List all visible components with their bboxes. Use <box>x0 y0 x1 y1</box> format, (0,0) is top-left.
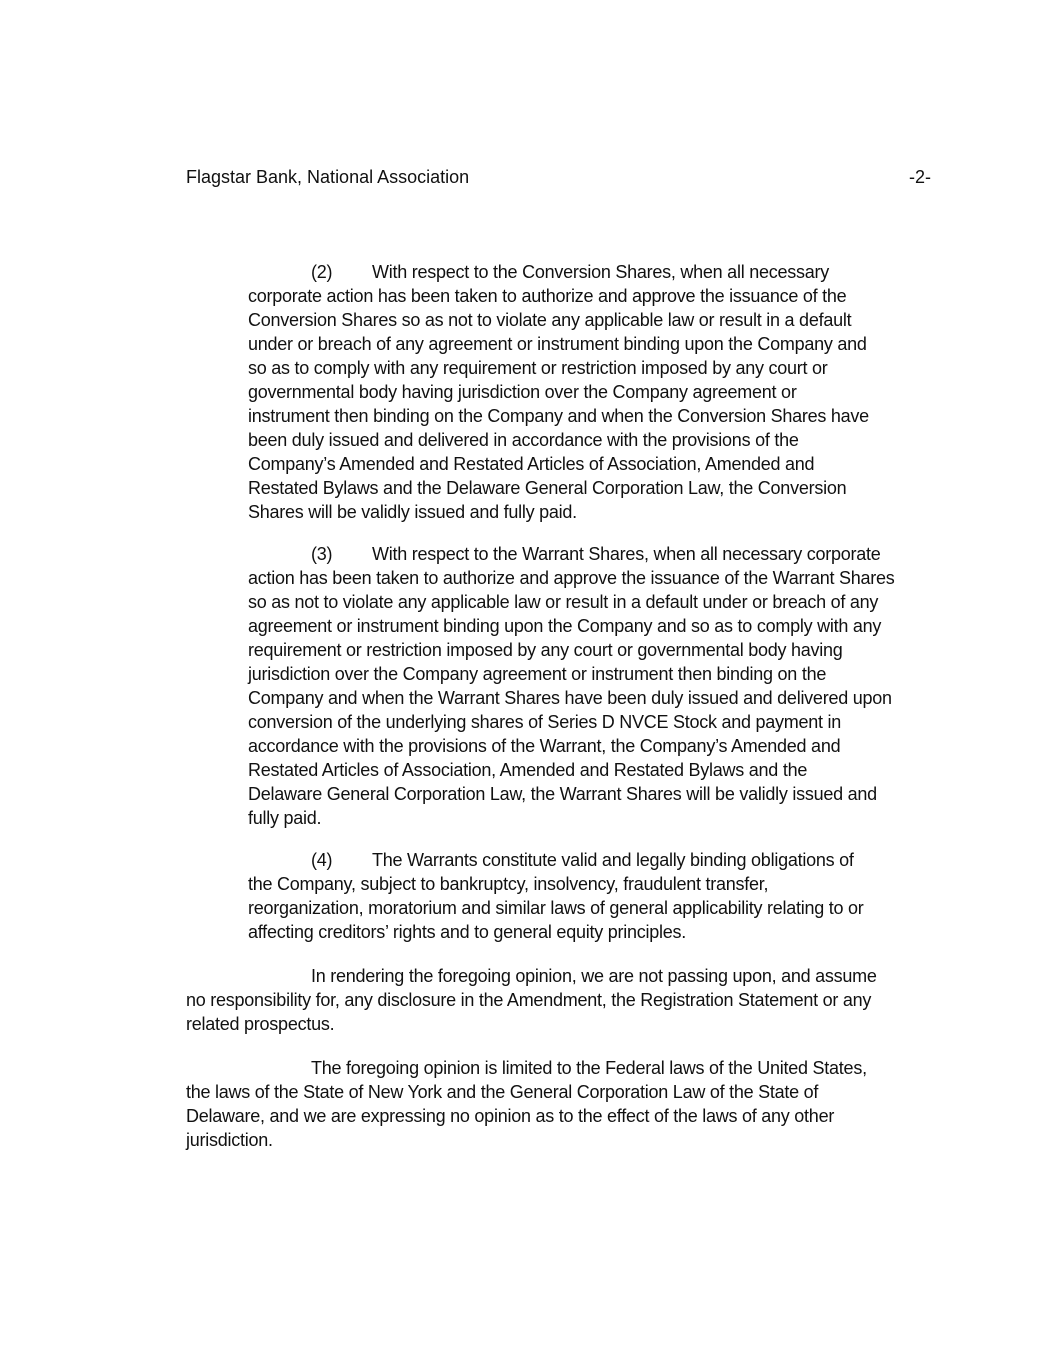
line-text: so as not to violate any applicable law or result in a default under or breach of any <box>248 592 879 612</box>
paragraph-line <box>248 404 869 428</box>
line-text: the Company, subject to bankruptcy, insolvency, fraudulent transfer, <box>248 874 769 894</box>
line-text: related prospectus. <box>186 1014 335 1034</box>
paragraph-line <box>248 542 895 566</box>
paragraph-number: (4) <box>311 850 333 870</box>
paragraph-line <box>248 356 869 380</box>
page-number: -2- <box>909 167 931 187</box>
addressee: Flagstar Bank, National Association <box>186 167 470 187</box>
line-text: Shares will be validly issued and fully paid. <box>248 502 577 522</box>
paragraph-number: (2) <box>311 262 333 282</box>
line-text: jurisdiction. <box>186 1130 273 1150</box>
paragraph-line <box>248 260 869 284</box>
line-text: the laws of the State of New York and the General Corporation Law of the State of <box>186 1082 819 1102</box>
line-text: Restated Articles of Association, Amended and Restated Bylaws and the <box>248 760 808 780</box>
line-text: The foregoing opinion is limited to the Federal laws of the United States, <box>311 1058 867 1078</box>
paragraph-line <box>248 734 895 758</box>
paragraph-line <box>248 452 869 476</box>
line-text: Restated Bylaws and the Delaware General Corporation Law, the Conversion <box>248 478 847 498</box>
line-text: corporate action has been taken to authorize and approve the issuance of the <box>248 286 847 306</box>
paragraph-line <box>186 1012 877 1036</box>
line-text: affecting creditors’ rights and to general equity principles. <box>248 922 687 942</box>
line-text: fully paid. <box>248 808 322 828</box>
paragraph-line <box>186 1056 867 1080</box>
line-text: Company’s Amended and Restated Articles of Association, Amended and <box>248 454 815 474</box>
line-text: so as to comply with any requirement or restriction imposed by any court or <box>248 358 828 378</box>
line-text: conversion of the underlying shares of Series D NVCE Stock and payment in <box>248 712 842 732</box>
line-text: agreement or instrument binding upon the Company and so as to comply with any <box>248 616 882 636</box>
line-text: In rendering the foregoing opinion, we are not passing upon, and assume <box>311 966 877 986</box>
line-text: under or breach of any agreement or instrument binding upon the Company and <box>248 334 867 354</box>
paragraph-line <box>248 896 864 920</box>
line-text: governmental body having jurisdiction over the Company agreement or <box>248 382 797 402</box>
paragraph-line <box>248 380 869 404</box>
paragraph <box>248 542 895 830</box>
paragraph-line <box>186 1104 867 1128</box>
paragraph-line <box>248 332 869 356</box>
paragraph-line <box>248 806 895 830</box>
line-text: requirement or restriction imposed by any court or governmental body having <box>248 640 843 660</box>
paragraph-line <box>186 1080 867 1104</box>
paragraph-line <box>248 284 869 308</box>
paragraph-line <box>186 964 877 988</box>
line-text: reorganization, moratorium and similar laws of general applicability relating to or <box>248 898 864 918</box>
paragraph <box>186 964 877 1036</box>
line-text: With respect to the Conversion Shares, when all necessary <box>372 262 829 282</box>
line-text: Delaware General Corporation Law, the Warrant Shares will be validly issued and <box>248 784 877 804</box>
paragraph-number: (3) <box>311 544 333 564</box>
paragraph-line <box>248 500 869 524</box>
paragraph-line <box>248 710 895 734</box>
line-text: action has been taken to authorize and approve the issuance of the Warrant Shares <box>248 568 895 588</box>
line-text: Delaware, and we are expressing no opinion as to the effect of the laws of any other <box>186 1106 835 1126</box>
paragraph-line <box>248 848 864 872</box>
paragraph-line <box>186 1128 867 1152</box>
paragraph-line <box>248 638 895 662</box>
line-text: been duly issued and delivered in accordance with the provisions of the <box>248 430 799 450</box>
paragraph-line <box>248 920 864 944</box>
paragraph <box>186 1056 867 1152</box>
paragraph-line <box>248 686 895 710</box>
paragraph-line <box>248 872 864 896</box>
paragraph <box>248 848 864 944</box>
paragraph <box>248 260 869 524</box>
line-text: no responsibility for, any disclosure in the Amendment, the Registration Statement or any <box>186 990 872 1010</box>
paragraph-line <box>248 758 895 782</box>
line-text: With respect to the Warrant Shares, when all necessary corporate <box>372 544 881 564</box>
page-header <box>186 165 931 189</box>
paragraph-line <box>248 428 869 452</box>
line-text: Conversion Shares so as not to violate any applicable law or result in a default <box>248 310 852 330</box>
paragraph-line <box>186 988 877 1012</box>
line-text: The Warrants constitute valid and legally binding obligations of <box>372 850 854 870</box>
paragraph-line <box>248 782 895 806</box>
paragraph-line <box>248 614 895 638</box>
paragraph-line <box>248 308 869 332</box>
line-text: accordance with the provisions of the Warrant, the Company’s Amended and <box>248 736 841 756</box>
line-text: jurisdiction over the Company agreement or instrument then binding on the <box>248 664 827 684</box>
paragraph-line <box>248 476 869 500</box>
line-text: Company and when the Warrant Shares have been duly issued and delivered upon <box>248 688 892 708</box>
line-text: instrument then binding on the Company and when the Conversion Shares have <box>248 406 869 426</box>
paragraph-line <box>248 662 895 686</box>
paragraph-line <box>248 566 895 590</box>
paragraph-line <box>248 590 895 614</box>
